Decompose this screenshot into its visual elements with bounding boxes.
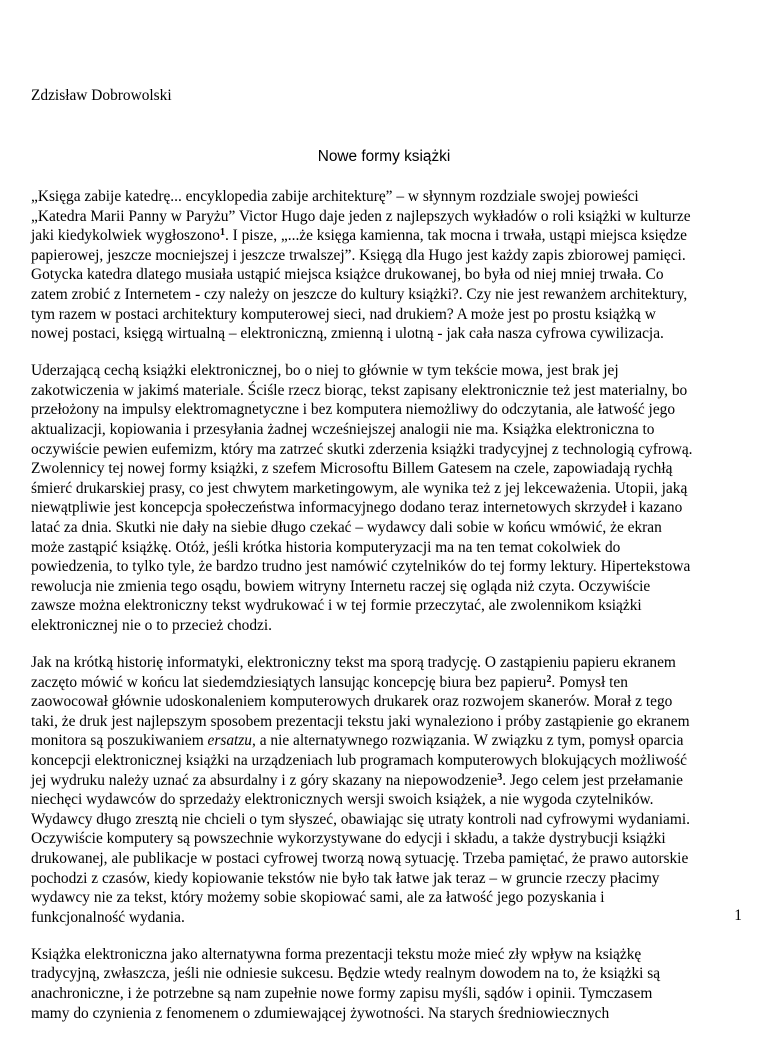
text-line: „Katedra Marii Panny w Paryżu” Victor Hugo daje jeden z najlepszych wykładów o roli książki w kulturze (31, 207, 691, 225)
text-line: niewątpliwie jest koncepcja społeczeństwa informacyjnego dodano teraz internetowych skrzydeł i kazano (31, 499, 683, 517)
text-line: Wydawcy długo zresztą nie chcieli o tym słyszeć, obawiając się utraty kontroli nad cyfrowymi wydaniami. (31, 810, 690, 828)
paragraph-4 (31, 945, 743, 1023)
text-line: taki, że druk jest najlepszym sposobem prezentacji tekstu jaki wynaleziono i próby zastąpienie go ekranem (31, 712, 690, 730)
text-line: wydawcy nie za tekst, który możemy sobie skopiować sami, ale za łatwość jego pozyskania i (31, 889, 605, 907)
text-line: oczywiście pewien eufemizm, który ma zatrzeć skutki zderzenia książki tradycyjnej z technologią cyfrową. (31, 440, 693, 458)
text-line: nowej postaci, księgą wirtualną – elektroniczną, zmienną i ulotną - jak cała nasza cyfrowa cywilizacja. (31, 325, 664, 343)
text-line: papierowej, jeszcze mocniejszej i jeszcze trwalszej”. Księgą dla Hugo jest każdy zapis zbiorowej pamięci. (31, 246, 686, 264)
text-line: zaczęto mówić w końcu lat siedemdziesiątych lansując koncepcję biura bez papieru$^2$. Pomysł ten (31, 673, 628, 691)
text-line: jaki kiedykolwiek wygłoszono$^1$. I pisze, „...że księga kamienna, tak mocna i trwała, ustąpi miejsca księdze (31, 227, 687, 245)
text-line: Jak na krótką historię informatyki, elektroniczny tekst ma sporą tradycję. O zastąpieniu papieru ekranem (31, 654, 676, 672)
text-line: zaowocował głównie udoskonaleniem komputerowych drukarek oraz rozwojem skanerów. Morał z tego (31, 693, 673, 711)
text-line: aktualizacji, kopiowania i przesyłania żadnej wcześniejszej analogii nie ma. Książka elektroniczna to (31, 421, 655, 439)
text-line: zawsze można elektroniczny tekst wydrukować i w tej formie przeczytać, ale zwolennikom książki (31, 597, 642, 615)
text-line: zakotwiczenia w jakimś materiale. Ściśle rzecz biorąc, tekst zapisany elektronicznie też jest materialny, bo (31, 381, 688, 399)
text-line: mamy do czynienia z fenomenem o zdumiewającej żywotności. Na starych średniowiecznych (31, 1004, 610, 1022)
text-line: „Księga zabije katedrę... encyklopedia zabije architekturę” – w słynnym rozdziale swojej powieści (31, 188, 639, 205)
text-line: tym razem w postaci architektury komputerowej sieci, nad drukiem? A może jest po prostu książką w (31, 305, 656, 323)
text-line: Oczywiście komputery są powszechnie wykorzystywane do edycji i składu, a także dystrybucji książki (31, 830, 666, 848)
document-title: Nowe formy książki (317, 148, 451, 165)
paragraph-2 (31, 361, 743, 635)
text-line: Książka elektroniczna jako alternatywna forma prezentacji tekstu może mieć zły wpływ na książkę (31, 945, 642, 963)
text-line: Gotycka katedra dlatego musiała ustąpić miejsca książce drukowanej, bo była od niej mniej trwała. Co (31, 266, 664, 284)
paragraph-3 (31, 653, 743, 927)
page-number: 1 (734, 907, 742, 924)
text-line: koncepcji elektronicznej książki na urządzeniach lub programach komputerowych blokujących możliwość (31, 752, 687, 770)
text-line: niechęci wydawców do sprzedaży elektronicznych wersji swoich książek, a nie wygoda czytelników. (31, 791, 654, 809)
text-line: anachroniczne, i że potrzebne są nam zupełnie nowe formy zapisu myśli, sądów i opinii. Tymczasem (31, 985, 653, 1003)
paragraph-1 (31, 187, 743, 344)
text-line: elektronicznej nie o to przecież chodzi. (31, 616, 272, 634)
text-line: przełożony na impulsy elektromagnetyczne i bez komputera niemożliwy do odczytania, ale łatwość jego (31, 401, 676, 419)
text-line: tradycyjną, zwłaszcza, jeśli nie odniesie sukcesu. Będzie wtedy realnym dowodem na to, że książki są (31, 965, 661, 983)
text-line: Uderzającą cechą książki elektronicznej, bo o niej to głównie w tym tekście mowa, jest brak jej (31, 362, 619, 380)
text-line: monitora są poszukiwaniem ersatzu, a nie alternatywnego rozwiązania. W związku z tym, pomysł oparcia (31, 732, 684, 750)
text-line: jej wydruku należy uznać za absurdalny i z góry skazany na niepowodzenie$^3$. Jego celem jest przełamanie (31, 771, 684, 789)
text-line: może zastąpić książkę. Otóż, jeśli krótka historia komputeryzacji ma na ten temat cokolwiek do (31, 538, 621, 556)
text-line: rewolucja nie zmienia tego osądu, bowiem witryny Internetu raczej się ogląda niż czyta. Oczywiście (31, 577, 651, 595)
text-line: drukowanej, ale publikacje w postaci cyfrowej tworzą nową sytuację. Trzeba pamiętać, że prawo autorskie (31, 850, 689, 867)
document-body (31, 187, 743, 1041)
text-line: śmierć drukarskiej prasy, co jest chwytem marketingowym, ale wynika też z jej lekceważenia. Utopii, jaką (31, 479, 688, 497)
text-line: zatem zrobić z Internetem - czy należy on jeszcze do kultury książki?. Czy nie jest rewanżem architektury, (31, 285, 688, 303)
text-line: powiedzenia, to tylko tyle, że bardzo trudno jest namówić czytelników do tej formy lektury. Hipertekstowa (31, 558, 691, 576)
author-name: Zdzisław Dobrowolski (31, 87, 172, 104)
emphasis-ersatzu: ersatzu (207, 732, 252, 750)
text-line: pochodzi z czasów, kiedy kopiowanie tekstów nie było tak łatwe jak teraz – w gruncie rzeczy płacimy (31, 869, 660, 887)
text-line: funkcjonalność wydania. (31, 908, 185, 926)
footnote-ref-3[interactable]: 3 (497, 771, 503, 783)
text-line: latać za dnia. Skutki nie dały na siebie długo czekać – wydawcy dali sobie w końcu wmówić, że ekran (31, 519, 662, 536)
footnote-ref-1[interactable]: 1 (219, 227, 225, 239)
footnote-ref-2[interactable]: 2 (546, 673, 552, 685)
text-line: Zwolennicy tej nowej formy książki, z szefem Microsoftu Billem Gatesem na czele, zapowiadają rychłą (31, 460, 673, 478)
